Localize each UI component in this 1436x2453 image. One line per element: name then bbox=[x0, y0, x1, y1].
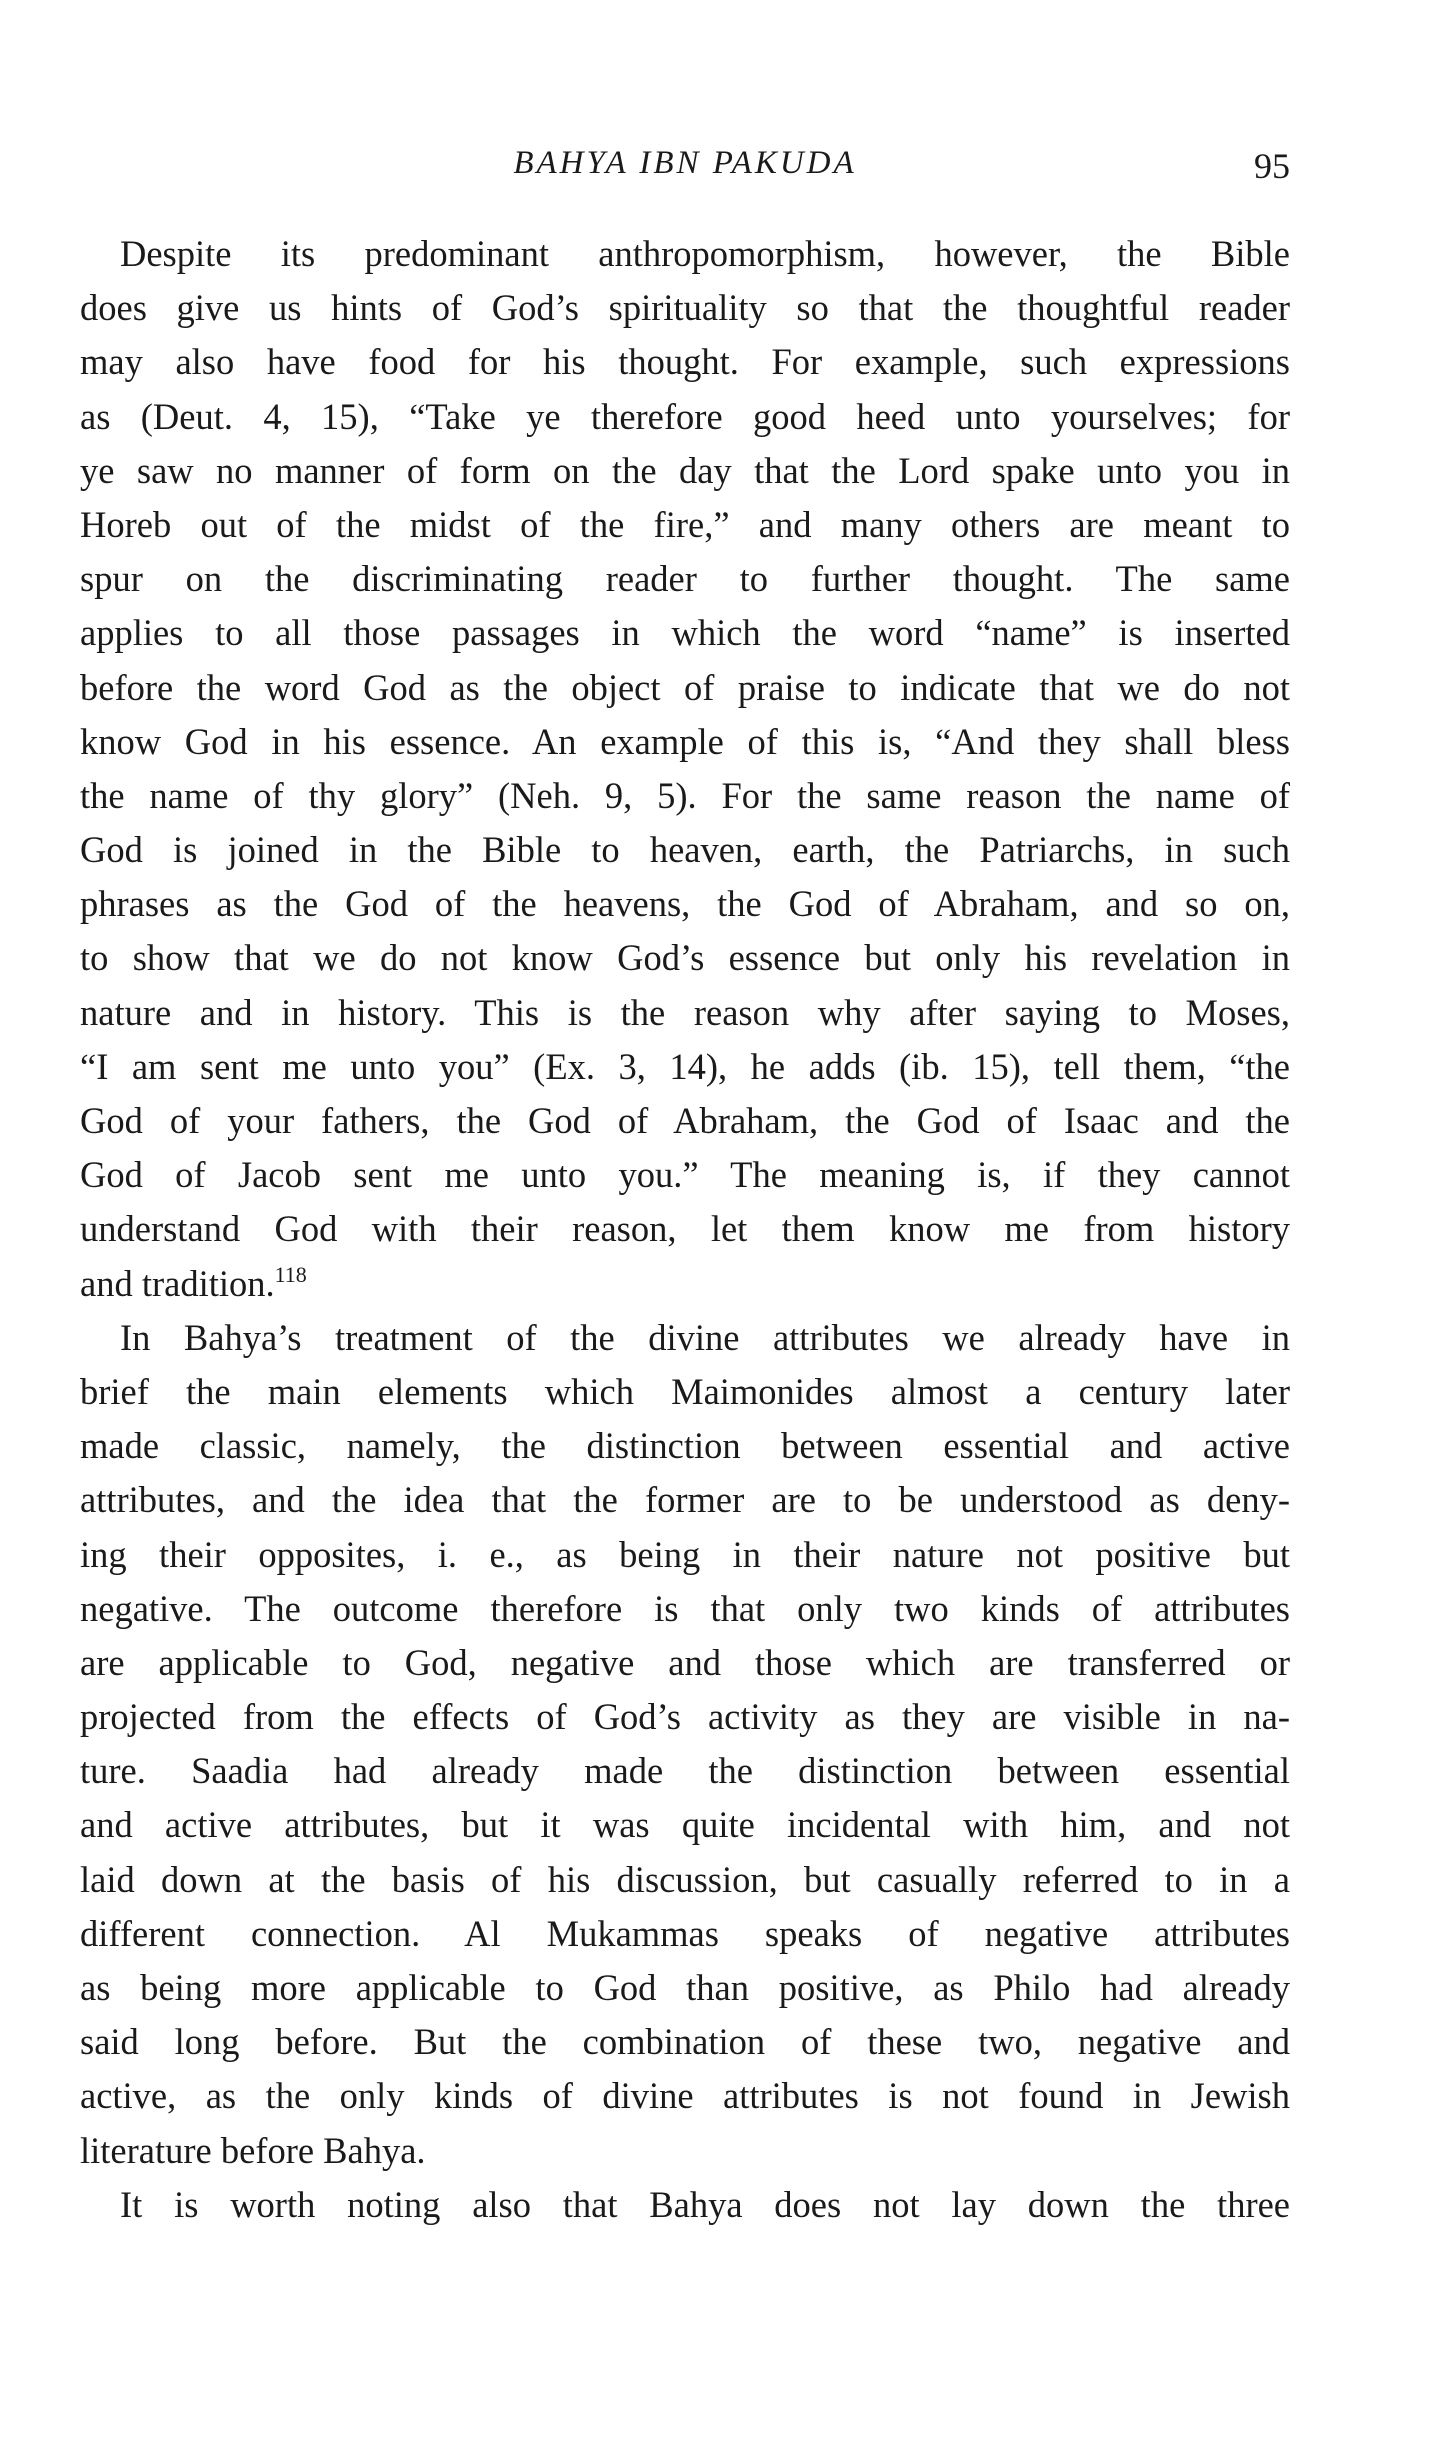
text-line: brief the main elements which Maimonides almost a century later bbox=[80, 1370, 1290, 1412]
text-line: In Bahya’s treatment of the divine attributes we already have in bbox=[120, 1316, 1290, 1358]
text-line: ture. Saadia had already made the distinction between essential bbox=[80, 1750, 1290, 1792]
text-line: does give us hints of God’s spirituality so that the thoughtful reader bbox=[80, 287, 1290, 329]
text-line: God of your fathers, the God of Abraham, the God of Isaac and the bbox=[80, 1100, 1290, 1141]
text-line: as being more applicable to God than positive, as Philo had already bbox=[80, 1967, 1290, 2008]
text-line: may also have food for his thought. For example, such expressions bbox=[80, 341, 1290, 383]
text-line-content: and tradition. bbox=[80, 1262, 275, 1304]
text-line: It is worth noting also that Bahya does not lay down the three bbox=[120, 2183, 1290, 2225]
running-header bbox=[80, 145, 1290, 195]
text-line: God is joined in the Bible to heaven, earth, the Patriarchs, in such bbox=[80, 829, 1290, 871]
text-line: applies to all those passages in which the word “name” is inserted bbox=[80, 612, 1290, 654]
text-line: different connection. Al Mukammas speaks of negative attributes bbox=[80, 1912, 1290, 1954]
text-line: negative. The outcome therefore is that only two kinds of attributes bbox=[80, 1587, 1290, 1629]
text-line: literature before Bahya. bbox=[80, 2129, 426, 2171]
text-line: ing their opposites, i. e., as being in their nature not positive but bbox=[80, 1533, 1290, 1575]
text-line: before the word God as the object of praise to indicate that we do not bbox=[80, 666, 1290, 708]
text-line: are applicable to God, negative and those which are transferred or bbox=[80, 1641, 1290, 1683]
text-line: to show that we do not know God’s essence but only his revelation in bbox=[80, 937, 1290, 979]
footnote-reference: 118 bbox=[274, 1261, 307, 1287]
text-line: and active attributes, but it was quite incidental with him, and not bbox=[80, 1804, 1290, 1846]
text-line: spur on the discriminating reader to further thought. The same bbox=[80, 558, 1290, 600]
text-line: made classic, namely, the distinction between essential and active bbox=[80, 1425, 1290, 1467]
text-line: attributes, and the idea that the former are to be understood as deny- bbox=[80, 1479, 1290, 1521]
text-line: “I am sent me unto you” (Ex. 3, 14), he adds (ib. 15), tell them, “the bbox=[80, 1045, 1290, 1087]
text-line: nature and in history. This is the reason why after saying to Moses, bbox=[80, 991, 1290, 1033]
text-line: know God in his essence. An example of this is, “And they shall bless bbox=[80, 720, 1290, 762]
running-title: BAHYA IBN PAKUDA bbox=[513, 145, 857, 181]
page-number: 95 bbox=[1254, 146, 1290, 186]
text-line: understand God with their reason, let them know me from history bbox=[80, 1208, 1290, 1250]
text-line bbox=[80, 1257, 1290, 1311]
text-line: phrases as the God of the heavens, the God of Abraham, and so on, bbox=[80, 883, 1290, 925]
text-line: Horeb out of the midst of the fire,” and many others are meant to bbox=[80, 503, 1290, 545]
text-line: ye saw no manner of form on the day that the Lord spake unto you in bbox=[80, 449, 1290, 491]
text-line: as (Deut. 4, 15), “Take ye therefore good heed unto yourselves; for bbox=[80, 395, 1290, 437]
text-line: said long before. But the combination of these two, negative and bbox=[80, 2021, 1290, 2063]
text-line: laid down at the basis of his discussion, but casually referred to in a bbox=[80, 1858, 1290, 1900]
text-line: projected from the effects of God’s activity as they are visible in na- bbox=[80, 1696, 1290, 1738]
text-line: the name of thy glory” (Neh. 9, 5). For the same reason the name of bbox=[80, 774, 1290, 816]
body-text bbox=[80, 227, 1290, 2232]
text-line: Despite its predominant anthropomorphism, however, the Bible bbox=[120, 233, 1290, 274]
text-line: God of Jacob sent me unto you.” The meaning is, if they cannot bbox=[80, 1154, 1290, 1196]
text-line: active, as the only kinds of divine attributes is not found in Jewish bbox=[80, 2075, 1290, 2117]
